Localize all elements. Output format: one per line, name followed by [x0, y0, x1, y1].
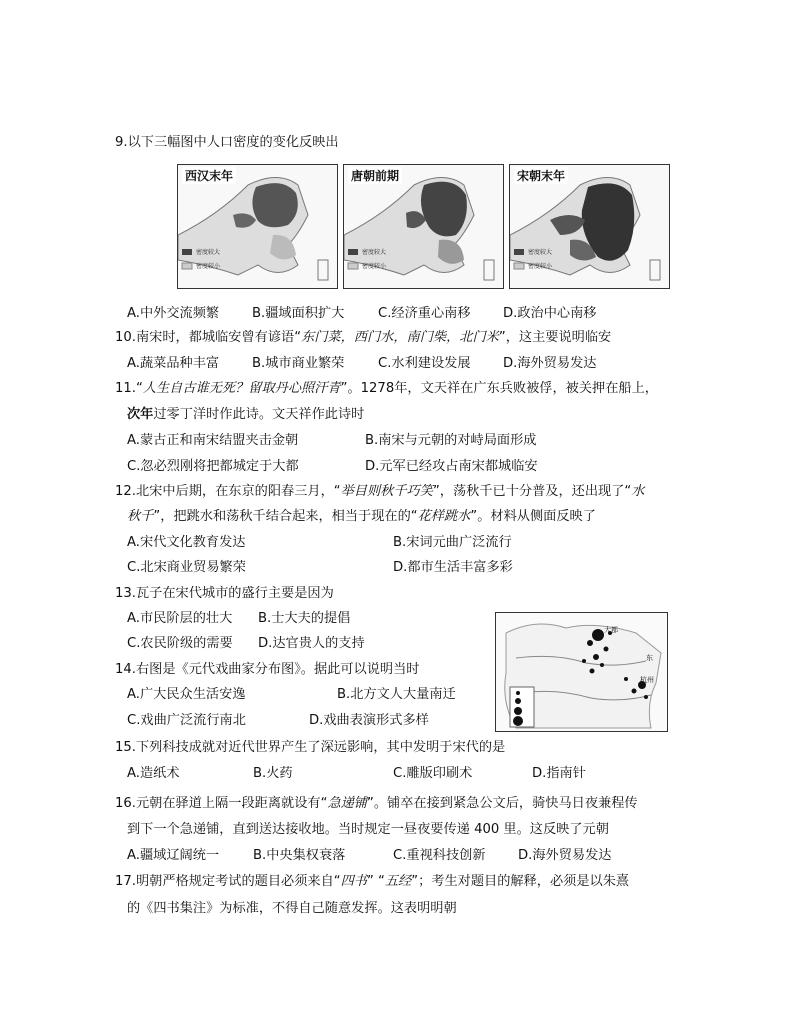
map-label-dadu: 大都: [604, 626, 618, 634]
option-d[interactable]: D.政治中心南移: [503, 306, 597, 321]
option-d[interactable]: D.指南针: [532, 766, 586, 781]
option-d[interactable]: D.元军已经攻占南宋都城临安: [365, 459, 538, 474]
option-b[interactable]: B.南宋与元朝的对峙局面形成: [365, 433, 537, 448]
q10-stem: 10.南宋时，都城临安曾有谚语“东门菜，西门水，南门柴，北门米”，这主要说明临安: [115, 330, 612, 345]
q12-stem-line2: 秋千”，把跳水和荡秋千结合起来，相当于现在的“花样跳水”。材料从侧面反映了: [127, 509, 596, 524]
option-a[interactable]: A.宋代文化教育发达: [127, 535, 246, 550]
option-c[interactable]: C.水利建设发展: [378, 356, 471, 371]
legend-dense: 密度较大: [528, 249, 553, 256]
q11-stem-line2: 次年过零丁洋时作此诗。文天祥作此诗时: [127, 407, 365, 422]
map-late-song: [509, 164, 670, 289]
option-d[interactable]: D.海外贸易发达: [503, 356, 597, 371]
legend-sparse: 密度较小: [362, 263, 387, 270]
q17-stem: 17.明朝严格规定考试的题目必须来自“四书” “五经”；考生对题目的解释，必须是以朱熹: [115, 874, 630, 889]
option-a[interactable]: A.广大民众生活安逸: [127, 687, 246, 702]
option-a[interactable]: A.疆域辽阔统一: [127, 848, 220, 863]
q13-stem: 13.瓦子在宋代城市的盛行主要是因为: [115, 586, 334, 601]
option-c[interactable]: C.重视科技创新: [393, 848, 486, 863]
option-b[interactable]: B.城市商业繁荣: [252, 356, 345, 371]
map-early-tang: [343, 164, 504, 289]
option-b[interactable]: B.火药: [253, 766, 293, 781]
option-b[interactable]: B.宋词元曲广泛流行: [393, 535, 512, 550]
option-b[interactable]: B.中央集权衰落: [253, 848, 346, 863]
map-label-hangzhou: 杭州: [640, 676, 654, 684]
option-b[interactable]: B.北方文人大量南迁: [337, 687, 456, 702]
option-b[interactable]: B.疆域面积扩大: [252, 306, 345, 321]
legend-dense: 密度较大: [196, 249, 221, 256]
option-d[interactable]: D.海外贸易发达: [518, 848, 612, 863]
q14-stem: 14.右图是《元代戏曲家分布图》。据此可以说明当时: [115, 662, 420, 677]
map-title: 西汉末年: [182, 167, 236, 184]
q15-stem: 15.下列科技成就对近代世界产生了深远影响，其中发明于宋代的是: [115, 740, 506, 755]
map-title: 唐朝前期: [348, 167, 402, 184]
option-b[interactable]: B.士大夫的提倡: [258, 611, 351, 626]
option-d[interactable]: D.戏曲表演形式多样: [309, 713, 429, 728]
option-c[interactable]: C.忽必烈刚将把都城定于大都: [127, 459, 299, 474]
legend-sparse: 密度较小: [196, 263, 221, 270]
q16-stem-line2: 到下一个急递铺，直到送达接收地。当时规定一昼夜要传递 400 里。这反映了元朝: [127, 822, 609, 837]
q11-stem: 11.“人生自古谁无死？留取丹心照汗青”。1278年，文天祥在广东兵败被俘，被关押在船上，: [115, 381, 658, 396]
option-d[interactable]: D.都市生活丰富多彩: [393, 560, 513, 575]
option-c[interactable]: C.戏曲广泛流行南北: [127, 713, 246, 728]
q16-stem: 16.元朝在驿道上隔一段距离就设有“急递铺”。铺卒在接到紧急公文后，骑快马日夜兼程传: [115, 796, 638, 811]
q17-stem-line2: 的《四书集注》为标准，不得自己随意发挥。这表明明朝: [127, 901, 457, 916]
option-a[interactable]: A.中外交流频繁: [127, 306, 220, 321]
q12-stem: 12.北宋中后期，在东京的阳春三月，“举目则秋千巧笑”，荡秋千已十分普及，还出现了“水: [115, 484, 645, 499]
q9-stem: 9.以下三幅图中人口密度的变化反映出: [115, 135, 339, 150]
legend-sparse: 密度较小: [528, 263, 553, 270]
option-c[interactable]: C.雕版印刷术: [393, 766, 473, 781]
option-c[interactable]: C.经济重心南移: [378, 306, 471, 321]
option-c[interactable]: C.北宋商业贸易繁荣: [127, 560, 246, 575]
option-a[interactable]: A.蒙古正和南宋结盟夹击金朝: [127, 433, 299, 448]
map-yuan-opera: [495, 612, 668, 732]
option-c[interactable]: C.农民阶级的需要: [127, 636, 233, 651]
map-label-east: 东: [646, 654, 653, 662]
option-a[interactable]: A.蔬菜品种丰富: [127, 356, 220, 371]
option-d[interactable]: D.达官贵人的支持: [258, 636, 365, 651]
map-title: 宋朝末年: [514, 167, 568, 184]
option-a[interactable]: A.市民阶层的壮大: [127, 611, 233, 626]
map-western-han: [177, 164, 338, 289]
option-a[interactable]: A.造纸术: [127, 766, 180, 781]
legend-dense: 密度较大: [362, 249, 387, 256]
